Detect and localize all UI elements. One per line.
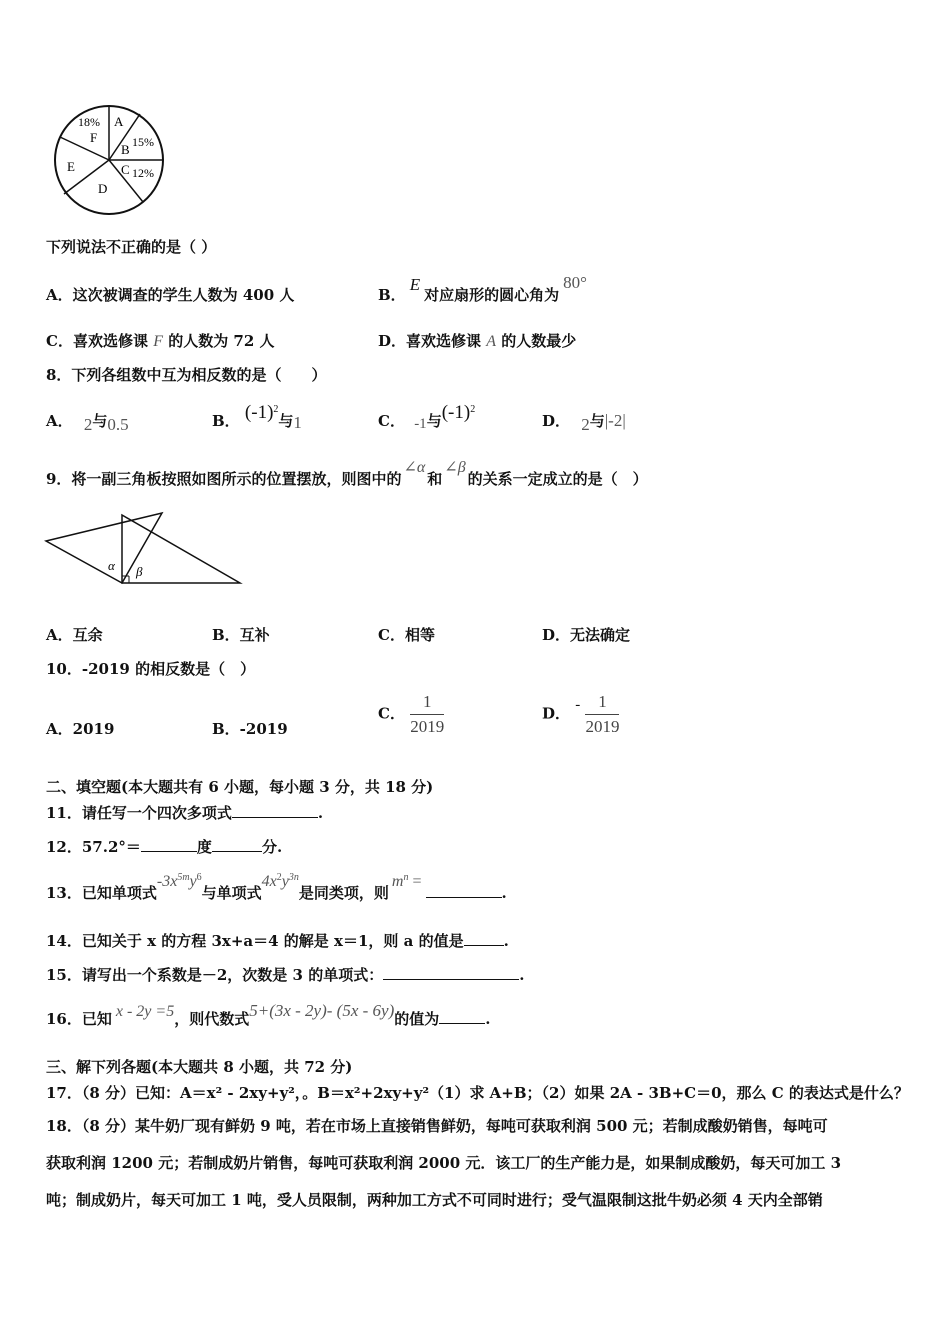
section3-title: 三、解下列各题(本大题共 8 小题，共 72 分) xyxy=(46,1058,353,1076)
q8-option-c xyxy=(378,402,476,432)
section2-title: 二、填空题(本大题共有 6 小题，每小题 3 分，共 18 分) xyxy=(46,778,434,796)
q8-option-b-right: 1 xyxy=(293,413,302,432)
pie-label-f: F xyxy=(90,130,98,145)
q15-end: . xyxy=(519,966,525,984)
triangle-left xyxy=(46,513,162,583)
answer-blank xyxy=(383,965,519,980)
q13-y-1: y xyxy=(189,873,197,890)
q13-monomial-2: 4x xyxy=(261,873,277,890)
answer-blank xyxy=(426,883,502,898)
q8-option-d-label: D． xyxy=(542,412,571,430)
q8-option-d-left: 2 xyxy=(581,415,590,434)
figure-beta-label: β xyxy=(136,564,143,579)
q7-option-c xyxy=(46,330,275,351)
pie-divider xyxy=(60,137,109,160)
q8-option-c-exp: 2 xyxy=(470,404,476,415)
q8-option-a-right: 0.5 xyxy=(107,415,129,434)
q16 xyxy=(46,1000,491,1028)
pie-percent-c: 12% xyxy=(132,166,154,180)
q7-option-d-text: D．喜欢选修课 xyxy=(378,332,482,350)
q10-option-d-fraction xyxy=(585,692,619,737)
q8-option-c-left: -1 xyxy=(414,416,427,432)
q12 xyxy=(46,836,282,857)
pie-percent-f: 18% xyxy=(78,115,100,129)
q10-option-d-label: D． xyxy=(542,704,571,723)
q16-mid: ，则代数式 xyxy=(174,1010,250,1028)
q8-option-d xyxy=(542,410,626,434)
q7-stem: 下列说法不正确的是（ ） xyxy=(46,238,217,256)
q10-option-d-sign: - xyxy=(575,696,581,713)
q8-option-a-label: A． xyxy=(46,412,73,430)
q8-option-a xyxy=(46,410,129,434)
q13-exp-1: 5m xyxy=(177,872,190,883)
q9-option-d: D．无法确定 xyxy=(542,626,631,644)
answer-blank xyxy=(232,803,318,818)
q16-text: 16．已知 xyxy=(46,1010,112,1028)
q7-option-b xyxy=(378,273,587,305)
pie-chart-figure xyxy=(50,104,168,216)
fraction-numerator: 1 xyxy=(410,692,444,715)
fraction-denominator: 2019 xyxy=(585,717,620,736)
q15-text: 15．请写出一个系数是－2，次数是 3 的单项式： xyxy=(46,966,384,984)
q15 xyxy=(46,964,524,985)
fraction-denominator: 2019 xyxy=(410,717,445,736)
q12-end: 分. xyxy=(261,838,283,856)
q10-option-d xyxy=(542,692,619,737)
pie-percent-b: 15% xyxy=(132,135,154,149)
q8-option-a-with: 与 xyxy=(92,412,108,430)
q13 xyxy=(46,870,507,902)
q18-line-1: 18．（8 分）某牛奶厂现有鲜奶 9 吨，若在市场上直接销售鲜奶，每吨可获取利润 500 元；若制成酸奶销售，每吨可 xyxy=(46,1117,828,1135)
q7-option-d xyxy=(378,330,576,351)
q8-option-b-exp: 2 xyxy=(273,404,279,415)
q18-line-2: 获取利润 1200 元；若制成奶片销售，每吨可获取利润 2000 元．该工厂的生产能力是，如果制成酸奶，每天可加工 3 xyxy=(46,1154,842,1172)
q13-monomial-1: -3x xyxy=(156,873,178,890)
pie-label-e: E xyxy=(67,159,75,174)
q10-option-c xyxy=(378,692,444,737)
q7-option-b-var: E xyxy=(409,275,421,294)
q11 xyxy=(46,802,323,823)
q16-expression: 5+(3x - 2y)- (5x - 6y) xyxy=(249,1001,395,1020)
q9-stem-pre: 9．将一副三角板按照如图所示的位置摆放，则图中的 xyxy=(46,470,402,488)
q7-option-b-value: 80° xyxy=(563,273,587,292)
pie-label-d: D xyxy=(98,181,108,196)
q16-equation: x - 2y =5 xyxy=(115,1003,175,1020)
triangle-rulers-figure xyxy=(44,510,244,590)
q13-text: 13．已知单项式 xyxy=(46,884,157,902)
q14 xyxy=(46,930,509,951)
q11-text: 11．请任写一个四次多项式 xyxy=(46,804,232,822)
q13-post: 是同类项，则 xyxy=(298,884,389,902)
q8-option-d-with: 与 xyxy=(589,412,605,430)
q9-alpha: ∠α xyxy=(403,459,426,476)
q8-option-a-left: 2 xyxy=(83,415,93,434)
q16-end: . xyxy=(485,1010,491,1028)
q13-exp-4: 3n xyxy=(288,872,299,883)
q18-line-3: 吨；制成奶片，每天可加工 1 吨，受人员限制，两种加工方式不可同时进行；受气温限制这批牛奶必须 4 天内全部销 xyxy=(46,1191,823,1209)
q8-option-b xyxy=(212,402,302,432)
q13-exp-3: 2 xyxy=(276,872,282,883)
answer-blank xyxy=(212,837,262,852)
q8-option-b-label: B． xyxy=(212,412,240,430)
pie-label-b: B xyxy=(121,142,130,157)
q7-option-c-text: C．喜欢选修课 xyxy=(46,332,148,350)
q7-option-b-text: 对应扇形的圆心角为 xyxy=(424,286,560,304)
q8-option-c-right: (-1) xyxy=(441,402,471,423)
q9-option-b: B．互补 xyxy=(212,626,270,644)
q8-option-d-right: |-2| xyxy=(604,411,626,430)
figure-alpha-label: α xyxy=(108,558,115,573)
q9-beta: ∠β xyxy=(444,459,466,476)
q13-mid: 与单项式 xyxy=(201,884,262,902)
q9-stem xyxy=(46,456,648,488)
q13-end: . xyxy=(501,884,507,902)
q8-option-b-left: (-1) xyxy=(244,402,274,423)
q7-option-d-post: 的人数最少 xyxy=(501,332,577,350)
q7-option-a: A．这次被调查的学生人数为 400 人 xyxy=(46,286,295,304)
q10-option-a: A．2019 xyxy=(46,720,115,738)
q13-n: n xyxy=(403,872,409,883)
q14-text: 14．已知关于 x 的方程 3x+a＝4 的解是 x＝1，则 a 的值是 xyxy=(46,932,464,950)
q8-option-c-with: 与 xyxy=(426,412,442,430)
q13-exp-2: 6 xyxy=(196,872,202,883)
q7-option-c-post: 的人数为 72 人 xyxy=(168,332,275,350)
q12-text: 12．57.2°＝ xyxy=(46,838,141,856)
q13-y-2: y xyxy=(281,873,289,890)
q16-post: 的值为 xyxy=(394,1010,440,1028)
q13-m: m xyxy=(391,873,404,890)
q13-equals: = xyxy=(412,873,422,890)
q8-option-b-with: 与 xyxy=(278,412,294,430)
q14-end: . xyxy=(503,932,509,950)
q7-option-d-var: A xyxy=(486,333,497,350)
q17: 17．（8 分）已知：A＝x² - 2xy+y²，。B＝x²+2xy+y²（1）求 A+B；（2）如果 2A - 3B+C＝0，那么 C 的表达式是什么？ xyxy=(46,1084,909,1102)
pie-label-a: A xyxy=(114,114,124,129)
q10-option-b: B．-2019 xyxy=(212,720,288,738)
q9-stem-post: 的关系一定成立的是（ ） xyxy=(467,470,648,488)
q12-mid: 度 xyxy=(196,838,212,856)
q7-option-b-label: B． xyxy=(378,286,406,304)
q9-option-c: C．相等 xyxy=(378,626,435,644)
q8-stem: 8．下列各组数中互为相反数的是（ ） xyxy=(46,366,327,384)
q10-option-c-label: C． xyxy=(378,704,405,723)
q9-option-a: A．互余 xyxy=(46,626,103,644)
pie-label-c: C xyxy=(121,162,130,177)
q11-end: . xyxy=(317,804,324,822)
q8-option-c-label: C． xyxy=(378,412,405,430)
fraction-numerator: 1 xyxy=(585,692,619,715)
answer-blank xyxy=(439,1009,485,1024)
q10-stem: 10．-2019 的相反数是（ ） xyxy=(46,660,256,678)
answer-blank xyxy=(464,931,504,946)
q9-and: 和 xyxy=(427,470,443,488)
q7-option-c-var: F xyxy=(153,333,163,350)
answer-blank xyxy=(141,837,197,852)
q10-option-c-fraction xyxy=(410,692,444,737)
